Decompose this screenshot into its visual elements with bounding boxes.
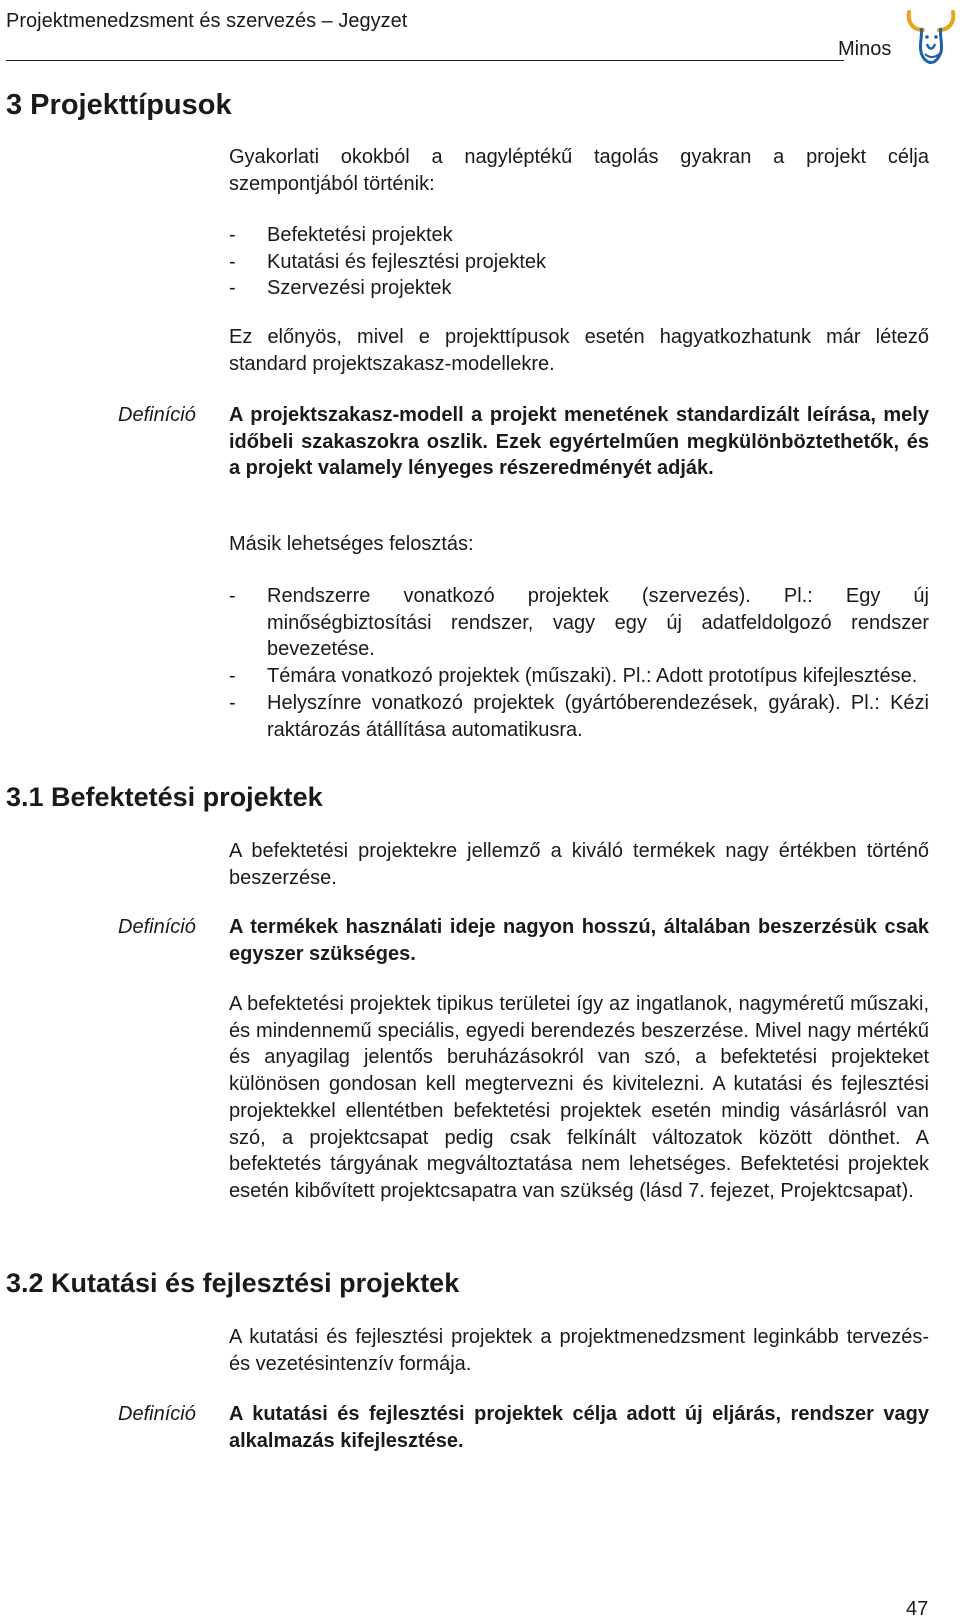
section-heading: 3.2 Kutatási és fejlesztési projektek [6,1268,460,1298]
definition-label: Definíció [118,404,196,426]
definition-label: Definíció [118,1403,196,1425]
page-number: 47 [906,1598,929,1620]
running-header-title: Projektmenedzsment és szervezés – Jegyzet [6,10,408,32]
project-type-list [229,222,929,302]
list-item: - Befektetési projektek [229,222,929,249]
definition-label: Definíció [118,916,196,938]
list-item: - Helyszínre vonatkozó projektek (gyártóberendezések, gyárak). Pl.: Kézi raktározás átállítása automatikusra. [229,690,929,743]
section-intro: A befektetési projektekre jellemző a kiváló termékek nagy értékben történő beszerzése. [229,840,929,889]
running-header-org: Minos [838,38,892,60]
list-item: - Témára vonatkozó projektek (műszaki). Pl.: Adott prototípus kifejlesztése. [229,663,929,690]
definition-text: A projektszakasz-modell a projekt menetének standardizált leírása, mely időbeli szakaszokra oszlik. Ezek egyértelműen megkülönböztethetők, és a projekt valamely lényeges részeredményét adják. [229,404,929,480]
minos-bull-logo-icon [905,4,957,68]
definition-text: A termékek használati ideje nagyon hosszú, általában beszerzésük csak egyszer szükséges. [229,916,929,965]
header-rule [6,60,844,61]
list-item: - Rendszerre vonatkozó projektek (szervezés). Pl.: Egy új minőségbiztosítási rendszer, vagy egy új adatfeldolgozó rendszer bevezetése. [229,583,929,663]
chapter-heading: 3 Projekttípusok [6,89,232,121]
list-item: - Szervezési projektek [229,275,929,302]
alt-division-intro: Másik lehetséges felosztás: [229,533,474,555]
list-item: - Kutatási és fejlesztési projektek [229,249,929,276]
section-intro: A kutatási és fejlesztési projektek a projektmenedzsment leginkább tervezés- és vezetésintenzív formája. [229,1326,929,1375]
definition-text: A kutatási és fejlesztési projektek célja adott új eljárás, rendszer vagy alkalmazás kifejlesztése. [229,1403,929,1452]
advantage-paragraph: Ez előnyös, mivel e projekttípusok esetén hagyatkozhatunk már létező standard projektszakasz-modellekre. [229,326,929,375]
section-heading: 3.1 Befektetési projektek [6,782,323,812]
alt-division-list [229,583,929,743]
section-body: A befektetési projektek tipikus területei így az ingatlanok, nagyméretű műszaki, és mindennemű speciális, egyedi berendezés beszerzése. Mivel nagy mértékű és anyagilag jelentős beruházásokról van szó, a befektetési projekteket különösen gondosan kell megtervezni és kivitelezni. A kutatási és fejlesztési projektekkel ellentétben befektetési projektek esetén mindig vásárlásról van szó, a projektcsapat pedig csak felkínált változatok között dönthet. A befektetés tárgyának megváltoztatása nem lehetséges. Befektetési projektek esetén kibővített projektcsapatra van szükség (lásd 7. fejezet, Projektcsapat). [229,993,929,1202]
chapter-intro: Gyakorlati okokból a nagyléptékű tagolás gyakran a projekt célja szempontjából történik: [229,146,929,195]
